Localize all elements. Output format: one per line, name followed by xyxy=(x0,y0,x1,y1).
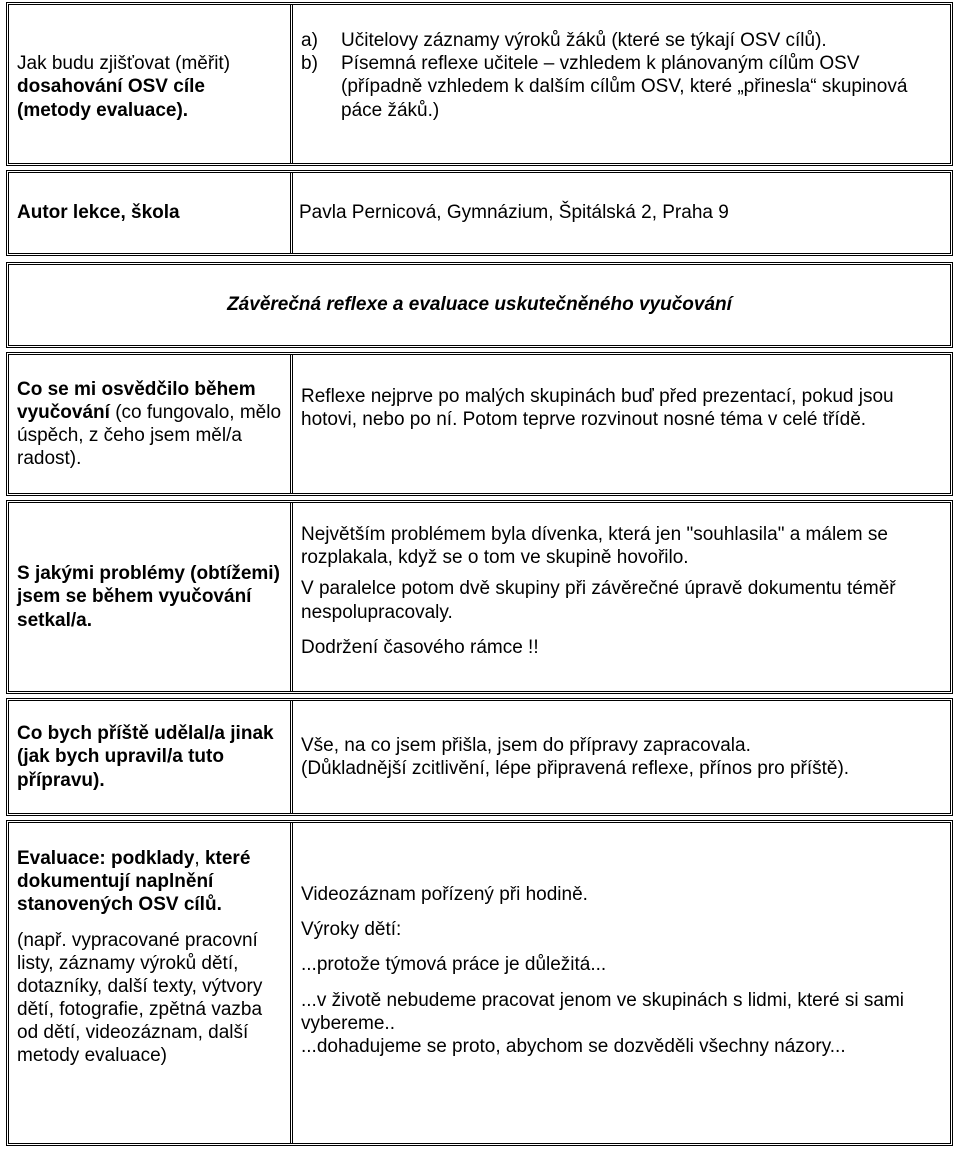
evaluation-label-bold: Evaluace: podklady xyxy=(17,848,195,869)
evaluation-paragraph: ...v životě nebudeme pracovat jenom ve skupinách s lidmi, které si sami vybereme.. xyxy=(301,989,904,1034)
next-time-paragraph: (Důkladnější zcitlivění, lépe připravená reflexe, přínos pro příště). xyxy=(301,758,850,779)
next-time-paragraph: Vše, na co jsem přišla, jsem do přípravy zapracovala. xyxy=(301,734,751,756)
problems-value-cell xyxy=(293,503,950,691)
next-time-label: Co bych příště udělal/a jinak (jak bych upravil/a tuto přípravu). xyxy=(17,723,274,791)
success-value: Reflexe nejprve po malých skupinách buď před prezentací, pokud jsou hotovi, nebo po ní. Potom teprve rozvinout nosné téma v celé třídě. xyxy=(301,386,894,431)
measurement-value-cell xyxy=(293,5,950,163)
evaluation-label-sep: , xyxy=(194,848,205,869)
evaluation-paragraph: Videozáznam pořízený při hodině. xyxy=(301,884,588,905)
problems-label-cell xyxy=(9,503,293,691)
section-heading-cell xyxy=(9,265,950,345)
evaluation-label-cell xyxy=(9,823,293,1143)
success-row xyxy=(6,352,953,496)
measurement-label-cell xyxy=(9,5,293,163)
evaluation-paragraph: ...protože týmová práce je důležitá... xyxy=(301,954,607,976)
measurement-list xyxy=(301,29,942,122)
evaluation-paragraph: ...dohadujeme se proto, abychom se dozvěděli všechny názory... xyxy=(301,1035,846,1057)
measurement-row xyxy=(6,2,953,166)
author-value-cell xyxy=(293,173,950,253)
success-label-bold: Co se mi osvědčilo během vyučování xyxy=(17,378,256,423)
success-value-cell xyxy=(293,355,950,493)
evaluation-label xyxy=(17,847,282,917)
list-marker: b) xyxy=(301,53,318,75)
evaluation-row xyxy=(6,820,953,1146)
evaluation-label-bold: které dokumentují naplnění stanovených OSV cílů. xyxy=(17,848,251,916)
list-marker: a) xyxy=(301,30,318,51)
evaluation-value-cell xyxy=(293,823,950,1143)
list-item-text: Písemná reflexe učitele – vzhledem k plánovaným cílům OSV (případně vzhledem k dalším cílům OSV, které „přinesla“ skupinová páce žáků.) xyxy=(341,53,908,121)
problems-paragraph: V paralelce potom dvě skupiny při závěrečné úpravě dokumentu téměř nespolupracovaly. xyxy=(301,578,896,623)
evaluation-examples: (např. vypracované pracovní listy, záznamy výroků dětí, dotazníky, další texty, výtvory dětí, fotografie, zpětná vazba od dětí, videozáznam, další metody evaluace) xyxy=(17,929,263,1067)
section-heading: Závěrečná reflexe a evaluace uskutečněného vyučování xyxy=(227,294,732,316)
problems-paragraph: Dodržení časového rámce !! xyxy=(301,636,539,658)
problems-paragraph: Největším problémem byla dívenka, která jen "souhlasila" a málem se rozplakala, když se o tom ve skupině hovořilo. xyxy=(301,524,888,569)
measurement-label-text: Jak budu zjišťovat (měřit) xyxy=(17,53,231,75)
author-label-cell xyxy=(9,173,293,253)
measurement-label xyxy=(17,52,282,122)
next-time-label-cell xyxy=(9,701,293,813)
author-row xyxy=(6,170,953,256)
next-time-value-cell xyxy=(293,701,950,813)
success-label xyxy=(17,378,282,471)
problems-label: S jakými problémy (obtížemi) jsem se během vyučování setkal/a. xyxy=(17,563,280,631)
success-label-text: (co fungovalo, mělo úspěch, z čeho jsem měl/a radost). xyxy=(17,401,282,470)
author-label: Autor lekce, škola xyxy=(17,202,180,224)
measurement-label-bold: dosahování OSV cíle (metody evaluace). xyxy=(17,76,205,121)
success-label-cell xyxy=(9,355,293,493)
problems-row xyxy=(6,500,953,694)
list-item xyxy=(301,29,942,52)
list-item-text: Učitelovy záznamy výroků žáků (které se týkají OSV cílů). xyxy=(341,30,827,51)
section-heading-row xyxy=(6,262,953,348)
next-time-row xyxy=(6,698,953,816)
author-value: Pavla Pernicová, Gymnázium, Špitálská 2, Praha 9 xyxy=(299,202,729,224)
list-item xyxy=(301,52,942,122)
evaluation-paragraph: Výroky dětí: xyxy=(301,919,402,941)
